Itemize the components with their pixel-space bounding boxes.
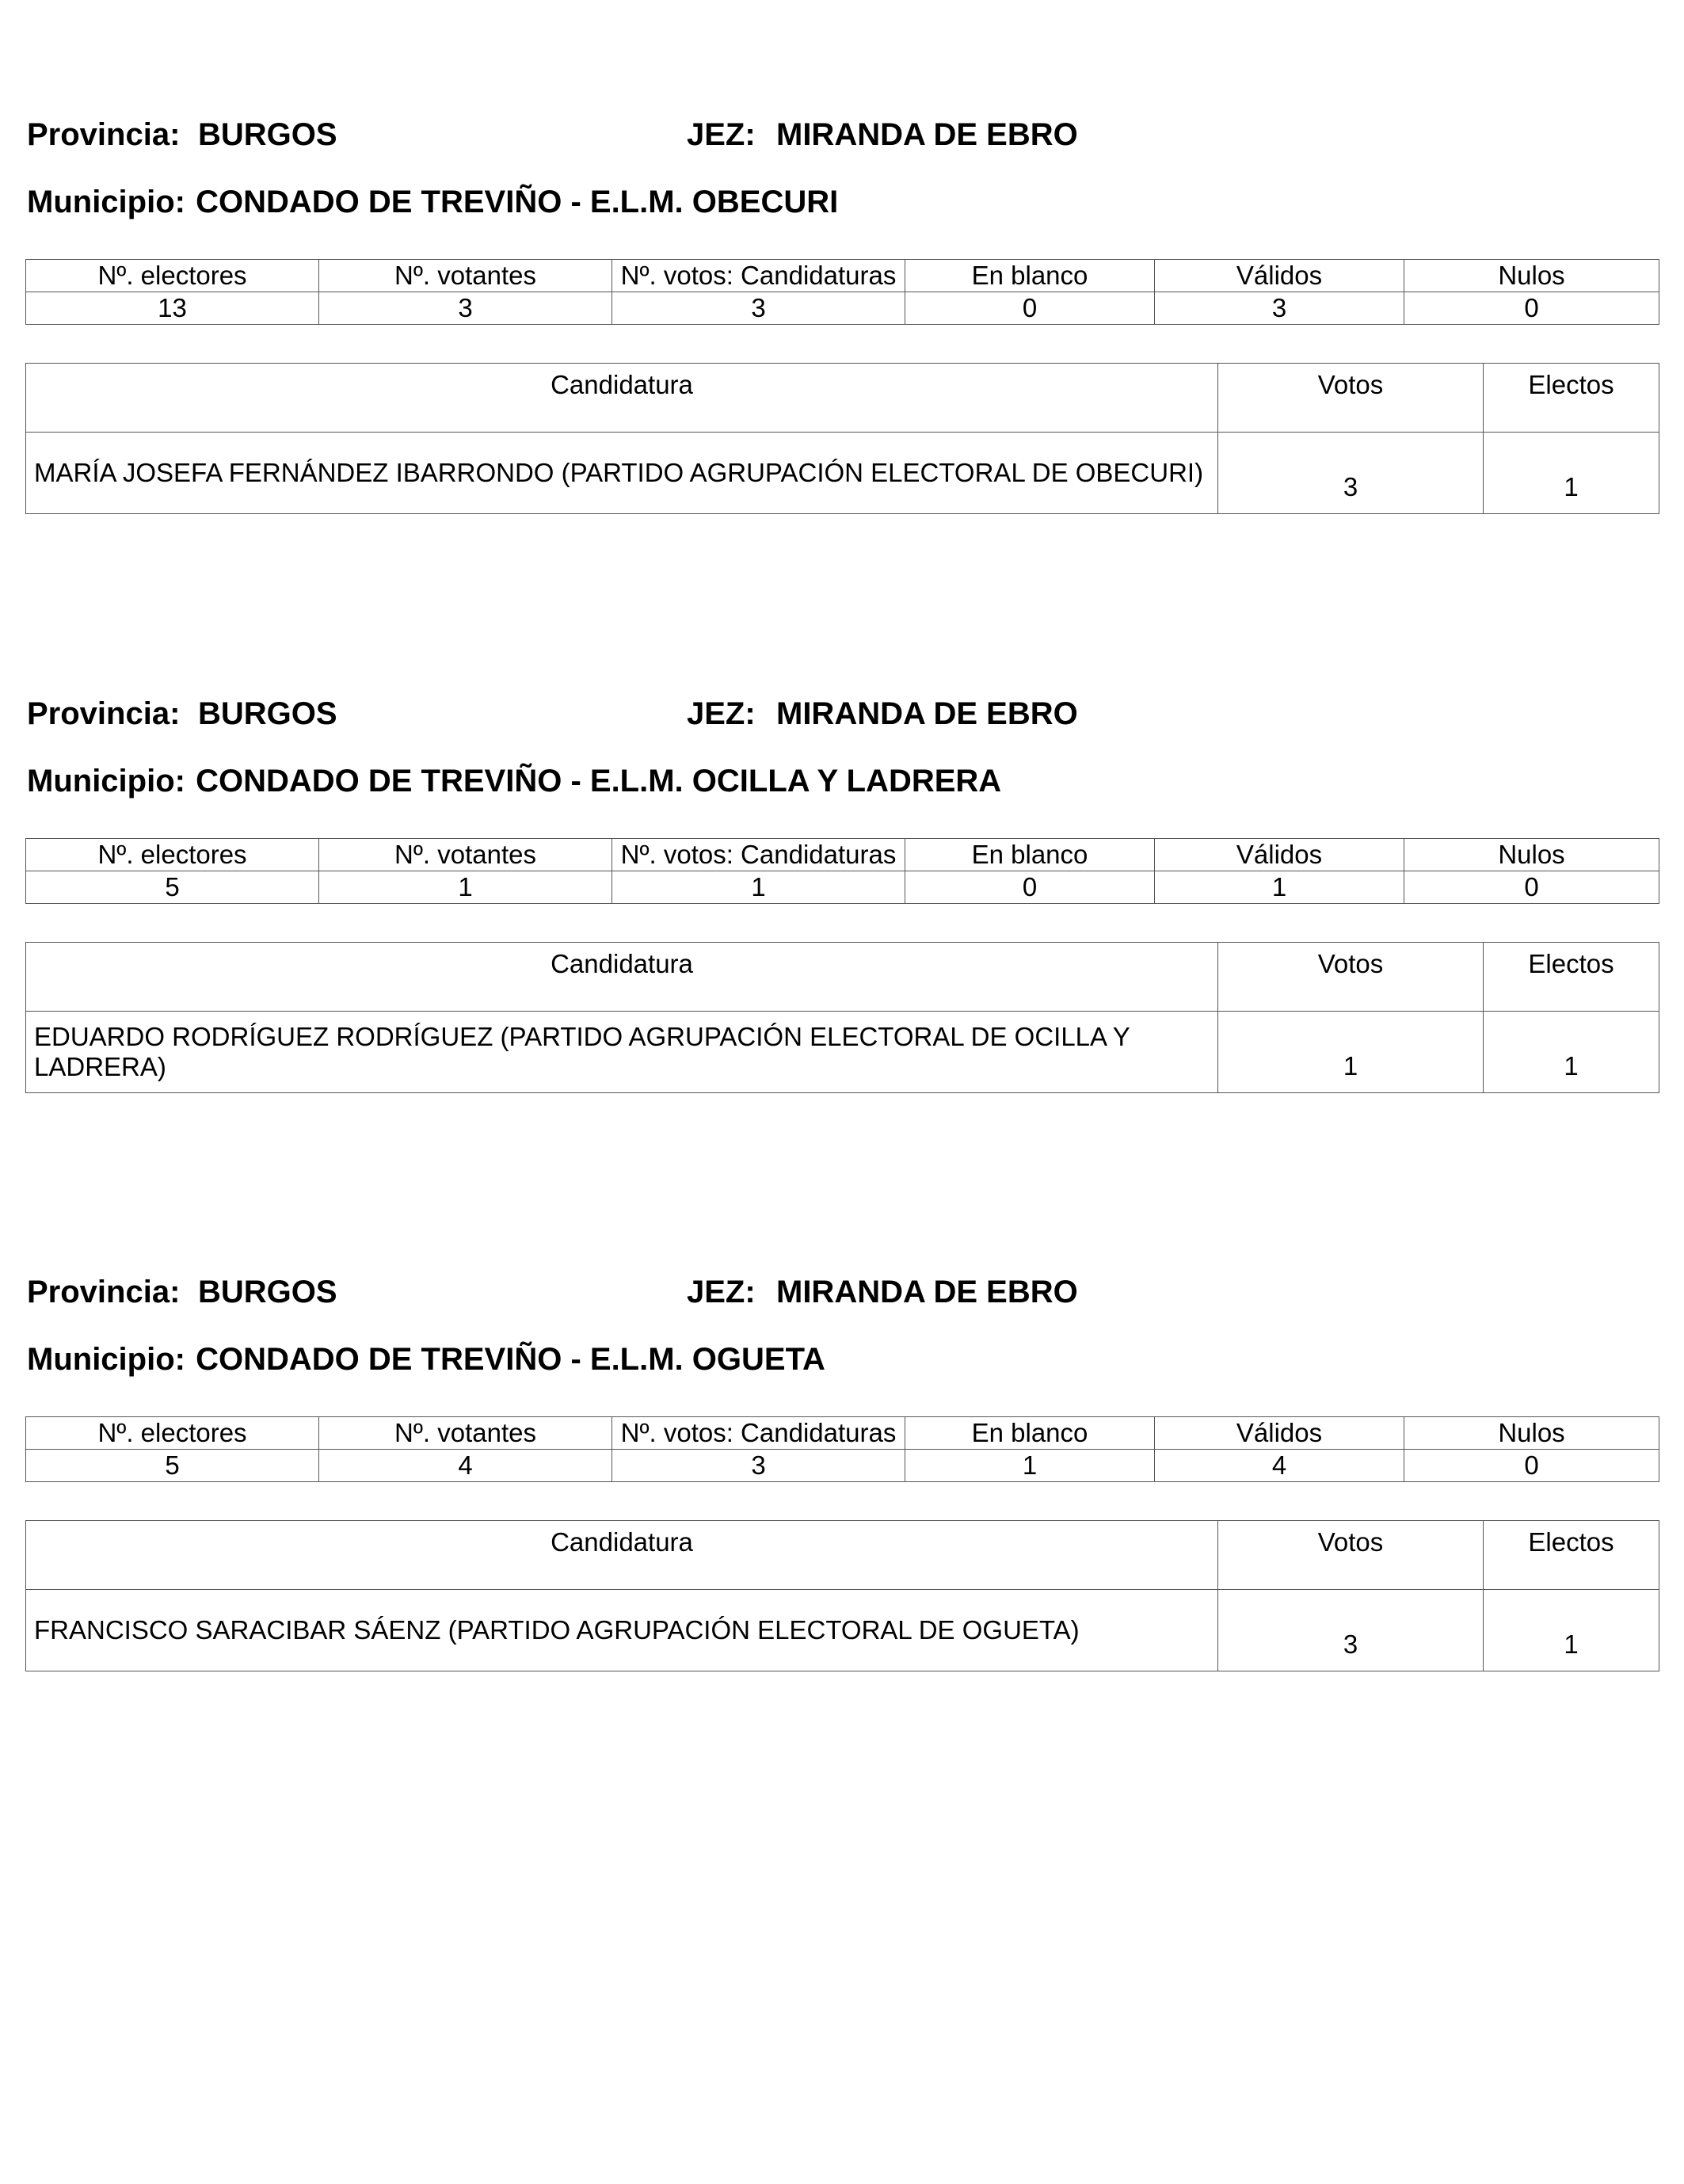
- header-votos: Votos: [1218, 1521, 1484, 1590]
- stats-table: [25, 259, 1659, 325]
- municipio-value: CONDADO DE TREVIÑO - E.L.M. OBECURI: [196, 185, 839, 219]
- header-validos: Válidos: [1155, 260, 1404, 292]
- stats-header-row: [26, 260, 1659, 292]
- value-nulos: 0: [1404, 871, 1659, 904]
- value-votantes: 1: [319, 871, 612, 904]
- candidate-name: MARÍA JOSEFA FERNÁNDEZ IBARRONDO (PARTIDO AGRUPACIÓN ELECTORAL DE OBECURI): [26, 433, 1218, 514]
- stats-table: [25, 838, 1659, 904]
- header-nulos: Nulos: [1404, 839, 1659, 871]
- value-votantes: 3: [319, 292, 612, 325]
- header-electores: Nº. electores: [26, 1417, 319, 1450]
- header-votos-candidaturas: Nº. votos: Candidaturas: [612, 260, 905, 292]
- value-en-blanco: 0: [905, 871, 1155, 904]
- header-en-blanco: En blanco: [905, 839, 1155, 871]
- header-candidatura: Candidatura: [26, 1521, 1218, 1590]
- jez-value: MIRANDA DE EBRO: [776, 1275, 1078, 1309]
- candidates-table: [25, 1520, 1659, 1671]
- candidate-electos: 1: [1484, 433, 1659, 514]
- header-electores: Nº. electores: [26, 839, 319, 871]
- header-en-blanco: En blanco: [905, 260, 1155, 292]
- header-votos-candidaturas: Nº. votos: Candidaturas: [612, 1417, 905, 1450]
- provincia-value: BURGOS: [198, 696, 337, 731]
- municipio-value: CONDADO DE TREVIÑO - E.L.M. OCILLA Y LADRERA: [196, 764, 1002, 799]
- candidate-votos: 3: [1218, 1590, 1484, 1671]
- section-header: [25, 690, 1659, 738]
- candidates-header-row: [26, 943, 1659, 1012]
- municipio-label: Municipio:: [27, 185, 185, 219]
- municipio-label: Municipio:: [27, 764, 185, 799]
- value-validos: 3: [1155, 292, 1404, 325]
- jez-value: MIRANDA DE EBRO: [776, 696, 1078, 731]
- header-votantes: Nº. votantes: [319, 839, 612, 871]
- value-votantes: 4: [319, 1450, 612, 1482]
- stats-value-row: [26, 292, 1659, 325]
- provincia-value: BURGOS: [198, 117, 337, 152]
- candidate-name: FRANCISCO SARACIBAR SÁENZ (PARTIDO AGRUPACIÓN ELECTORAL DE OGUETA): [26, 1590, 1218, 1671]
- candidates-table: [25, 363, 1659, 514]
- results-section: [25, 1268, 1659, 1671]
- results-section: [25, 690, 1659, 1093]
- value-nulos: 0: [1404, 1450, 1659, 1482]
- header-candidatura: Candidatura: [26, 364, 1218, 433]
- stats-value-row: [26, 871, 1659, 904]
- candidate-votos: 3: [1218, 433, 1484, 514]
- header-validos: Válidos: [1155, 1417, 1404, 1450]
- municipio-line: [25, 185, 1659, 224]
- header-en-blanco: En blanco: [905, 1417, 1155, 1450]
- provincia-label: Provincia:: [27, 1275, 181, 1309]
- stats-table: [25, 1416, 1659, 1482]
- header-electos: Electos: [1484, 943, 1659, 1012]
- candidate-row: [26, 1590, 1659, 1671]
- header-votantes: Nº. votantes: [319, 1417, 612, 1450]
- candidate-votos: 1: [1218, 1012, 1484, 1093]
- value-nulos: 0: [1404, 292, 1659, 325]
- candidates-header-row: [26, 364, 1659, 433]
- provincia-value: BURGOS: [198, 1275, 337, 1309]
- provincia-label: Provincia:: [27, 696, 181, 731]
- jez-label: JEZ:: [687, 696, 756, 731]
- header-candidatura: Candidatura: [26, 943, 1218, 1012]
- municipio-value: CONDADO DE TREVIÑO - E.L.M. OGUETA: [196, 1342, 825, 1377]
- jez-label: JEZ:: [687, 117, 756, 152]
- header-nulos: Nulos: [1404, 260, 1659, 292]
- value-electores: 5: [26, 871, 319, 904]
- header-votos-candidaturas: Nº. votos: Candidaturas: [612, 839, 905, 871]
- value-votos-candidaturas: 3: [612, 292, 905, 325]
- value-votos-candidaturas: 3: [612, 1450, 905, 1482]
- header-validos: Válidos: [1155, 839, 1404, 871]
- header-votos: Votos: [1218, 364, 1484, 433]
- candidates-table: [25, 942, 1659, 1093]
- candidates-header-row: [26, 1521, 1659, 1590]
- jez-value: MIRANDA DE EBRO: [776, 117, 1078, 152]
- candidate-electos: 1: [1484, 1590, 1659, 1671]
- value-electores: 13: [26, 292, 319, 325]
- header-votos: Votos: [1218, 943, 1484, 1012]
- header-nulos: Nulos: [1404, 1417, 1659, 1450]
- provincia-label: Provincia:: [27, 117, 181, 152]
- header-electos: Electos: [1484, 1521, 1659, 1590]
- municipio-line: [25, 764, 1659, 803]
- jez-label: JEZ:: [687, 1275, 756, 1309]
- municipio-line: [25, 1342, 1659, 1382]
- header-votantes: Nº. votantes: [319, 260, 612, 292]
- value-electores: 5: [26, 1450, 319, 1482]
- section-header: [25, 1268, 1659, 1316]
- stats-header-row: [26, 839, 1659, 871]
- section-header: [25, 111, 1659, 158]
- candidate-name: EDUARDO RODRÍGUEZ RODRÍGUEZ (PARTIDO AGRUPACIÓN ELECTORAL DE OCILLA Y LADRERA): [26, 1012, 1218, 1093]
- value-en-blanco: 1: [905, 1450, 1155, 1482]
- value-votos-candidaturas: 1: [612, 871, 905, 904]
- value-validos: 1: [1155, 871, 1404, 904]
- candidate-electos: 1: [1484, 1012, 1659, 1093]
- stats-header-row: [26, 1417, 1659, 1450]
- municipio-label: Municipio:: [27, 1342, 185, 1377]
- header-electos: Electos: [1484, 364, 1659, 433]
- candidate-row: [26, 433, 1659, 514]
- header-electores: Nº. electores: [26, 260, 319, 292]
- stats-value-row: [26, 1450, 1659, 1482]
- value-en-blanco: 0: [905, 292, 1155, 325]
- value-validos: 4: [1155, 1450, 1404, 1482]
- results-section: [25, 111, 1659, 514]
- candidate-row: [26, 1012, 1659, 1093]
